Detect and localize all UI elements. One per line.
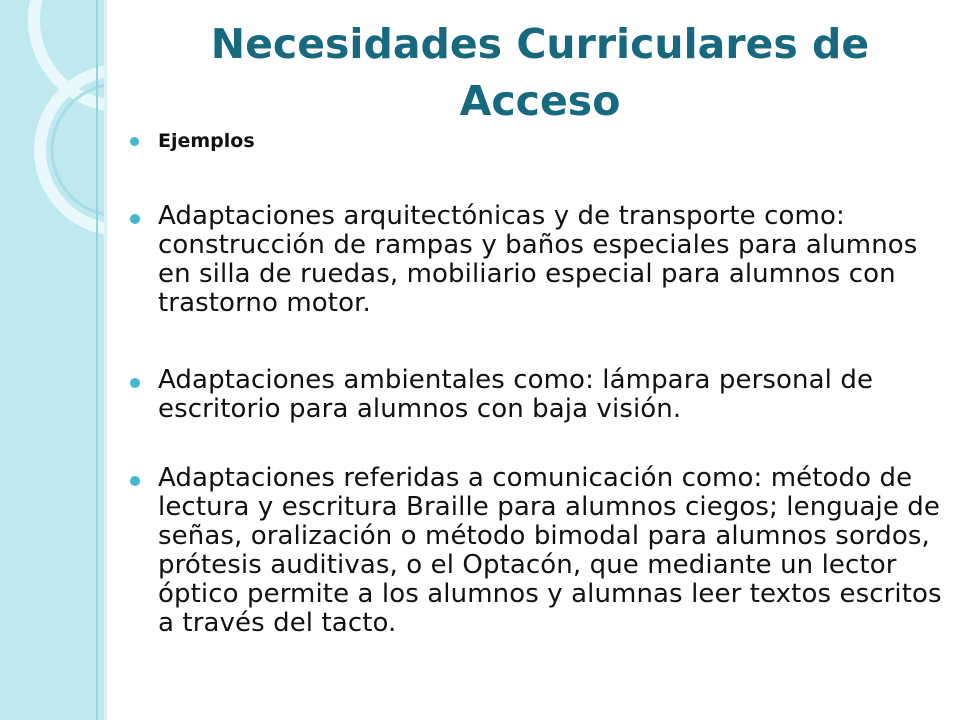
bullet-dot-icon (130, 137, 139, 146)
bullet-dot-icon (130, 476, 140, 486)
bullet-text: Ejemplos (158, 130, 255, 152)
band-edge (104, 0, 107, 720)
bullet-text: Adaptaciones ambientales como: lámpara personal de escritorio para alumnos con baja visión. (158, 365, 874, 424)
bullet-dot-icon (130, 214, 140, 224)
decorative-side-band (0, 0, 104, 720)
bullet-text: Adaptaciones arquitectónicas y de transporte como: construcción de rampas y baños especiales para alumnos en silla de ruedas, mobiliario especial para alumnos con trastorno motor. (158, 201, 918, 318)
band-stripe (96, 0, 98, 720)
slide-title: Necesidades Curriculares de Acceso (210, 20, 870, 125)
bullet-text: Adaptaciones referidas a comunicación como: método de lectura y escritura Braille para alumnos ciegos; lenguaje de señas, oralización o método bimodal para alumnos sordos, prótesis auditivas, o el Optacón, que mediante un lector óptico permite a los alumnos y alumnas leer textos escritos a través del tacto. (158, 463, 942, 638)
decorative-circles (0, 0, 104, 260)
bullet-dot-icon (130, 378, 140, 388)
